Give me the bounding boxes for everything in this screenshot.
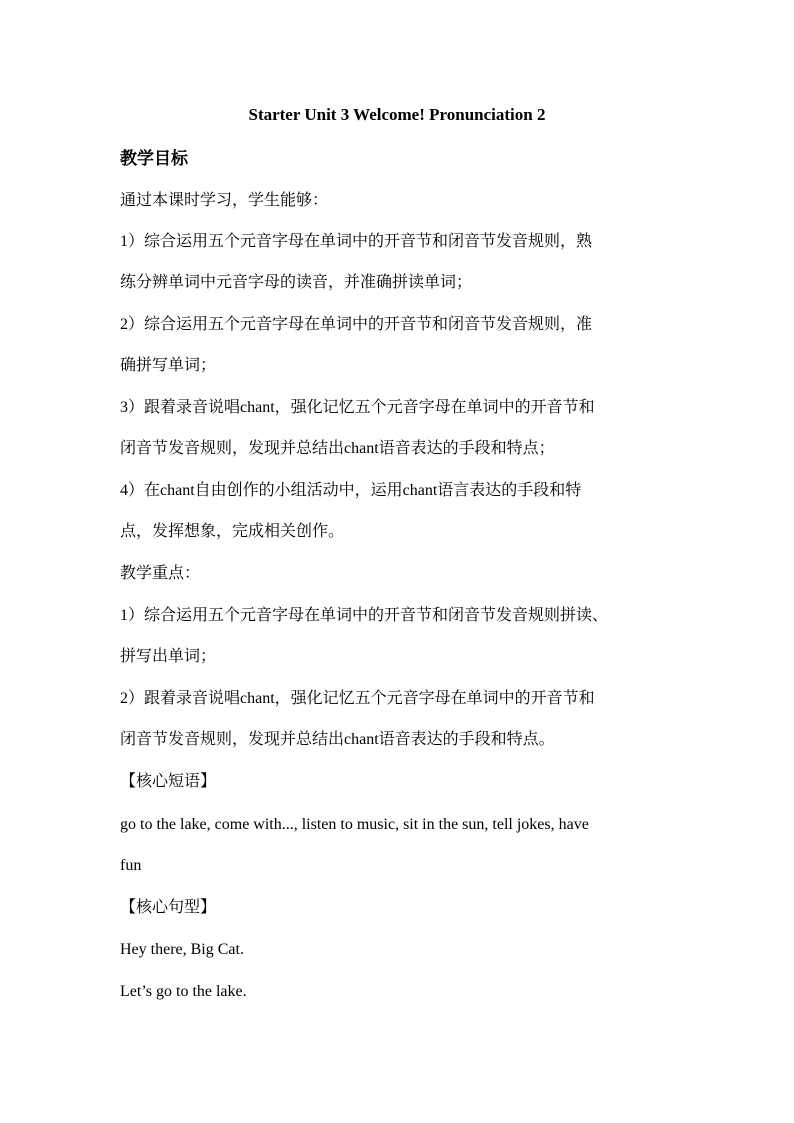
objective-1-line-2: 练分辨单词中元音字母的读音，并准确拼读单词；	[120, 274, 473, 291]
key-point-2-line-1: 2）跟着录音说唱chant，强化记忆五个元音字母在单词中的开音节和	[120, 690, 595, 707]
section-heading-objectives: 教学目标	[120, 149, 188, 168]
phrases-line-1: go to the lake, come with..., listen to music, sit in the sun, tell jokes, have	[120, 816, 589, 833]
intro-text: 通过本课时学习，学生能够：	[120, 192, 329, 209]
sentence-1: Hey there, Big Cat.	[120, 941, 244, 958]
section-heading-sentences: 【核心句型】	[120, 899, 217, 916]
objective-2-line-1: 2）综合运用五个元音字母在单词中的开音节和闭音节发音规则，准	[120, 316, 593, 333]
key-point-2-line-2: 闭音节发音规则，发现并总结出chant语音表达的手段和特点。	[120, 731, 555, 748]
section-heading-phrases: 【核心短语】	[120, 773, 217, 790]
objective-3-line-1: 3）跟着录音说唱chant，强化记忆五个元音字母在单词中的开音节和	[120, 399, 595, 416]
phrases-line-2: fun	[120, 857, 142, 874]
key-point-1-line-1: 1）综合运用五个元音字母在单词中的开音节和闭音节发音规则拼读、	[120, 607, 609, 624]
sentence-2: Let’s go to the lake.	[120, 983, 247, 1000]
key-point-1-line-2: 拼写出单词；	[120, 648, 217, 665]
document-title: Starter Unit 3 Welcome! Pronunciation 2	[248, 105, 546, 124]
objective-4-line-2: 点，发挥想象，完成相关创作。	[120, 523, 345, 540]
section-heading-key-points: 教学重点：	[120, 565, 201, 582]
objective-1-line-1: 1）综合运用五个元音字母在单词中的开音节和闭音节发音规则，熟	[120, 233, 593, 250]
objective-2-line-2: 确拼写单词；	[120, 357, 217, 374]
objective-4-line-1: 4）在chant自由创作的小组活动中，运用chant语言表达的手段和特	[120, 482, 582, 499]
objective-3-line-2: 闭音节发音规则，发现并总结出chant语音表达的手段和特点；	[120, 440, 555, 457]
